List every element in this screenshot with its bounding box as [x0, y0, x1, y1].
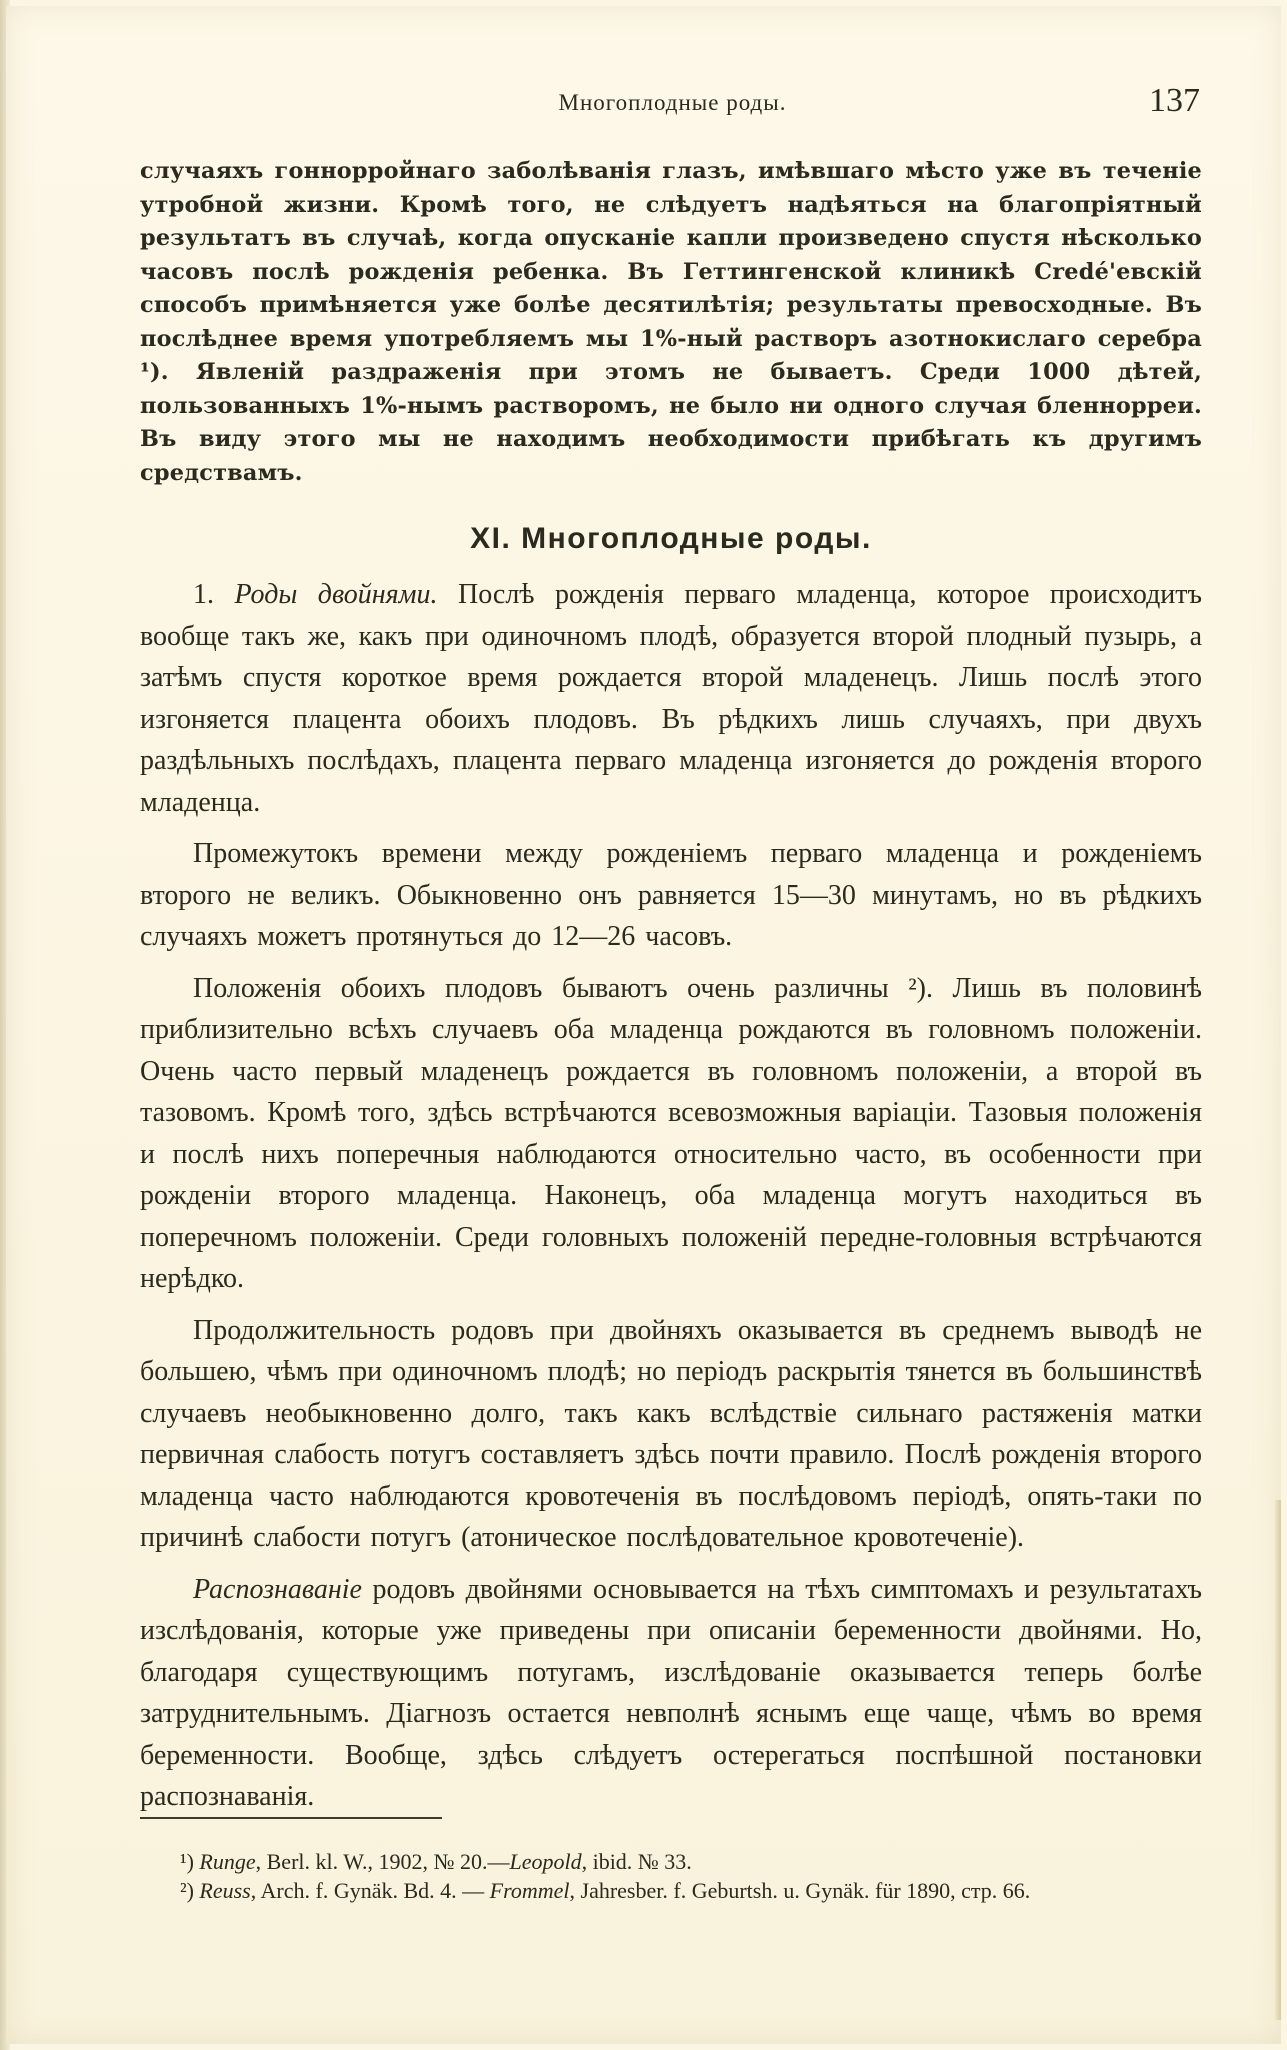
footnote-author: Frommel [489, 1878, 570, 1903]
footnote-author: Reuss [199, 1878, 251, 1903]
footnotes [140, 1847, 1202, 1905]
section-heading: XI. Многоплодные роды. [470, 522, 872, 555]
footnote-author: Runge [199, 1849, 256, 1874]
footnote-text: , Berl. kl. W., 1902, № 20.— [255, 1849, 510, 1874]
paragraph-term: Роды двойнями. [234, 579, 438, 610]
page-number: 137 [1149, 82, 1200, 119]
footnote-author: Leopold [509, 1849, 582, 1874]
paragraph-diagnosis [140, 1569, 1202, 1818]
paragraph-interval: Промежутокъ времени между рожденіемъ перваго младенца и рожденіемъ второго не великъ. Обыкновенно онъ равняется 15—30 минутамъ, но въ рѣдкихъ случаяхъ можетъ протянуться до 12—26 часовъ. [140, 838, 1202, 952]
paragraph-text: родовъ двойнями основывается на тѣхъ симптомахъ и результатахъ изслѣдованія, которые уже приведены при описаніи беременности двойнями. Но, благодаря существующимъ потугамъ, изслѣдованіе оказывается теперь болѣе затруднительнымъ. Діагнозъ остается невполнѣ яснымъ еще чаще, чѣмъ во время беременности. Вообще, здѣсь слѣдуетъ остерегаться поспѣшной постановки распознаванія. [140, 1573, 1202, 1812]
footnote-divider [140, 1817, 442, 1819]
continuation-block [140, 155, 1202, 490]
footnote-text: , ibid. № 33. [581, 1849, 692, 1874]
page-edge-shadow [1275, 1500, 1281, 2020]
footnote-text: , Arch. f. Gynäk. Bd. 4. — [250, 1878, 490, 1903]
footnote-text: , Jahresber. f. Geburtsh. u. Gynäk. für 1890, стр. 66. [569, 1878, 1031, 1903]
paragraph-positions: Положенія обоихъ плодовъ бываютъ очень различны ²). Лишь въ половинѣ приблизительно всѣхъ случаевъ оба младенца рождаются въ головномъ положеніи. Очень часто первый младенецъ рождается въ головномъ положеніи, а второй въ тазовомъ. Кромѣ того, здѣсь встрѣчаются всевозможныя варіаціи. Тазовыя положенія и послѣ нихъ поперечныя наблюдаются относительно часто, въ особенности при рожденіи второго младенца. Наконецъ, оба младенца могутъ находиться въ поперечномъ положеніи. Среди головныхъ положеній передне-головныя встрѣчаются нерѣдко. [140, 972, 1202, 1294]
continuation-paragraph: случаяхъ гоннорройнаго заболѣванія глазъ, имѣвшаго мѣсто уже въ теченіе утробной жизни. Кромѣ того, не слѣдуетъ надѣяться на благопріятный результатъ въ случаѣ, когда опусканіе капли произведено спустя нѣсколько часовъ послѣ рожденія ребенка. Въ Геттингенской клиникѣ Credé'евскій способъ примѣняется уже болѣе десятилѣтія; результаты превосходные. Въ послѣднее время употребляемъ мы 1%-ный растворъ азотнокислаго серебра ¹). Явленій раздраженія при этомъ не бываетъ. Среди 1000 дѣтей, пользованныхъ 1%-нымъ растворомъ, не было ни одного случая бленнорреи. Въ виду этого мы не находимъ необходимости прибѣгать къ другимъ средствамъ. [140, 158, 1202, 486]
paragraph-twins-birth [140, 574, 1202, 823]
footnote-marker: ²) [180, 1878, 200, 1903]
footnote-marker: ¹) [180, 1849, 200, 1874]
footnote-1 [140, 1847, 1202, 1876]
page-header [145, 82, 1200, 122]
paragraph-term: Распознаваніе [193, 1573, 362, 1605]
section-body [140, 574, 1202, 1818]
page-body [140, 155, 1202, 1828]
paragraph-number: 1. [193, 579, 235, 610]
paragraph-text: Послѣ рожденія перваго младенца, которое происходитъ вообще такъ же, какъ при одиночномъ плодѣ, образуется второй плодный пузырь, а затѣмъ спустя короткое время рождается второй младенецъ. Лишь послѣ этого изгоняется плацента обоихъ плодовъ. Въ рѣдкихъ лишь случаяхъ, при двухъ раздѣльныхъ послѣдахъ, плацента перваго младенца изгоняется до рожденія второго младенца. [140, 579, 1203, 818]
footnote-2 [140, 1876, 1202, 1905]
running-title: Многоплодные роды. [558, 90, 787, 115]
paragraph-duration: Продолжительность родовъ при двойняхъ оказывается въ среднемъ выводѣ не большею, чѣмъ при одиночномъ плодѣ; но періодъ раскрытія тянется въ большинствѣ случаевъ необыкновенно долго, такъ какъ вслѣдствіе сильнаго растяженія матки первичная слабость потугъ составляетъ здѣсь почти правило. Послѣ рожденія второго младенца часто наблюдаются кровотеченія въ послѣдовомъ періодѣ, опять-таки по причинѣ слабости потугъ (атоническое послѣдовательное кровотеченіе). [140, 1314, 1202, 1553]
